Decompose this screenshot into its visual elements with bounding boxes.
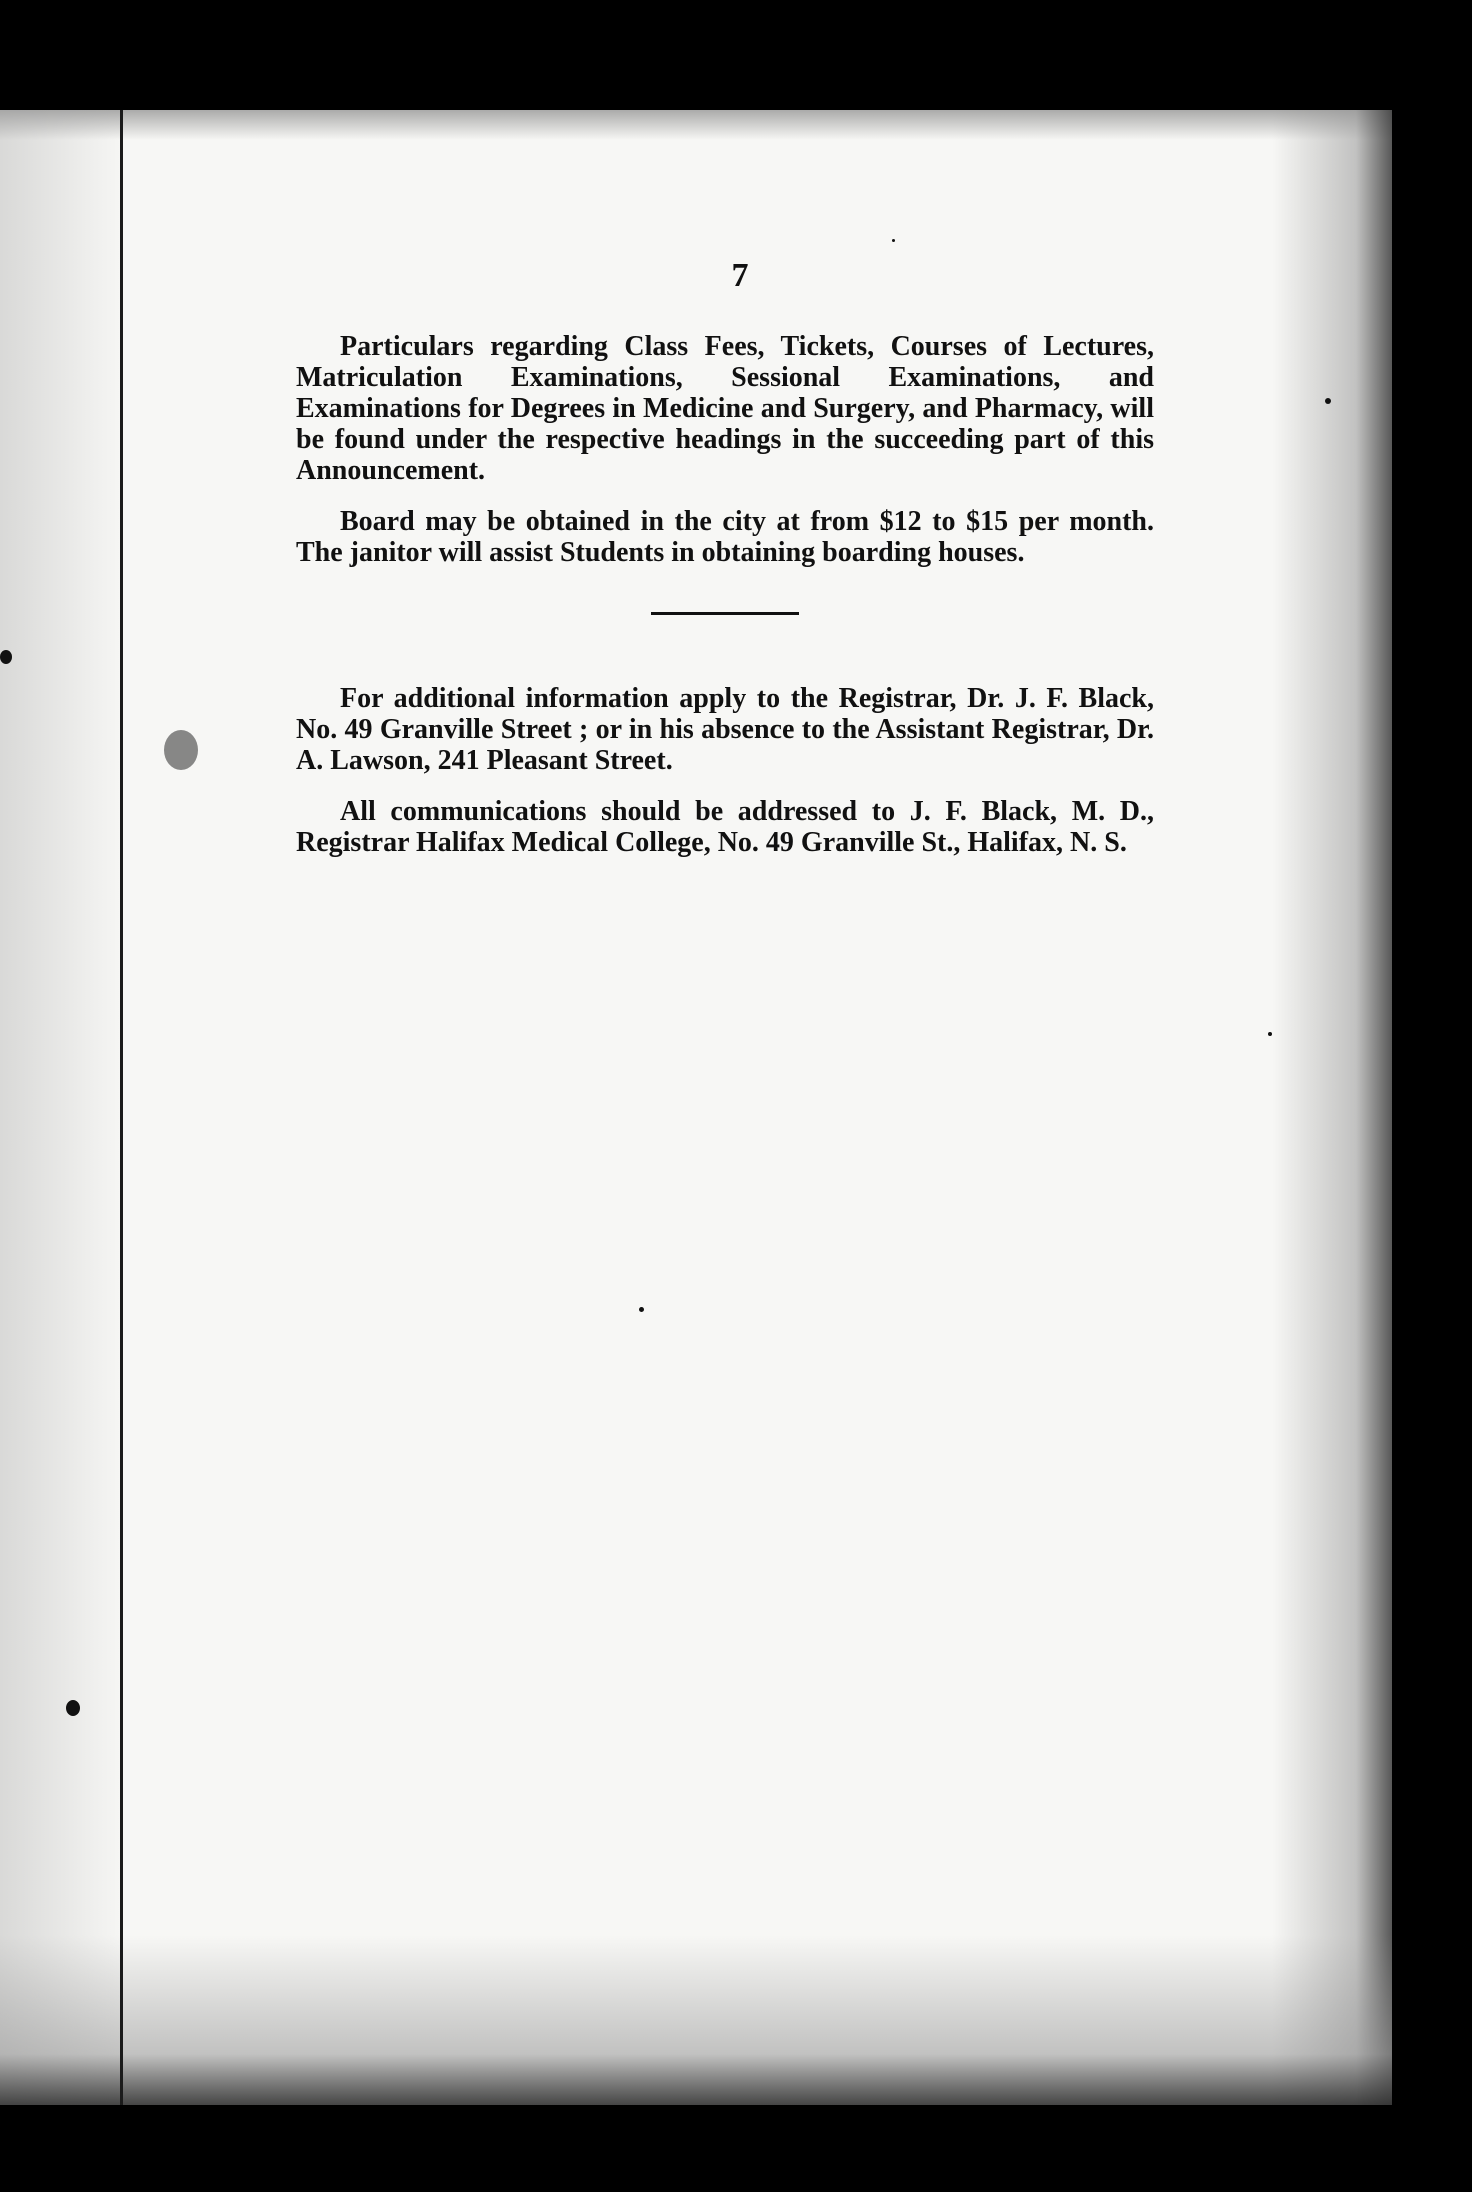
section-divider <box>651 612 799 615</box>
ink-speck <box>1325 398 1331 404</box>
paragraph-additional-info: For additional information apply to the Registrar, Dr. J. F. Black, No. 49 Granville Street ; or in his absence to the Assistant Registrar, Dr. A. Lawson, 241 Pleasant Street. <box>296 683 1154 776</box>
scan-shadow-right <box>1272 110 1392 2105</box>
scan-shadow-bottom <box>0 1935 1392 2105</box>
ink-speck <box>0 650 12 664</box>
ink-speck <box>1268 1032 1272 1036</box>
ink-speck <box>66 1700 80 1716</box>
ink-speck <box>164 730 198 770</box>
binding-edge-line <box>120 110 123 2105</box>
paragraph-board: Board may be obtained in the city at from $12 to $15 per month. The janitor will assist Students in obtaining boarding houses. <box>296 506 1154 568</box>
page-number: 7 <box>731 257 749 294</box>
ink-speck <box>639 1307 644 1312</box>
ink-speck <box>892 239 895 242</box>
paragraph-fees: Particulars regarding Class Fees, Tickets, Courses of Lectures, Matriculation Examinations, Sessional Examinations, and Examinations for Degrees in Medicine and Surgery, and Pharmacy, will be found under the respective headings in the succeeding part of this Announcement. <box>296 331 1154 486</box>
scan-shadow-left <box>0 110 125 2105</box>
document-page <box>0 110 1392 2105</box>
paragraph-communications: All communications should be addressed to J. F. Black, M. D., Registrar Halifax Medical College, No. 49 Granville St., Halifax, N. S. <box>296 796 1154 858</box>
scan-shadow-top <box>0 110 1392 140</box>
page-text <box>296 257 1154 878</box>
